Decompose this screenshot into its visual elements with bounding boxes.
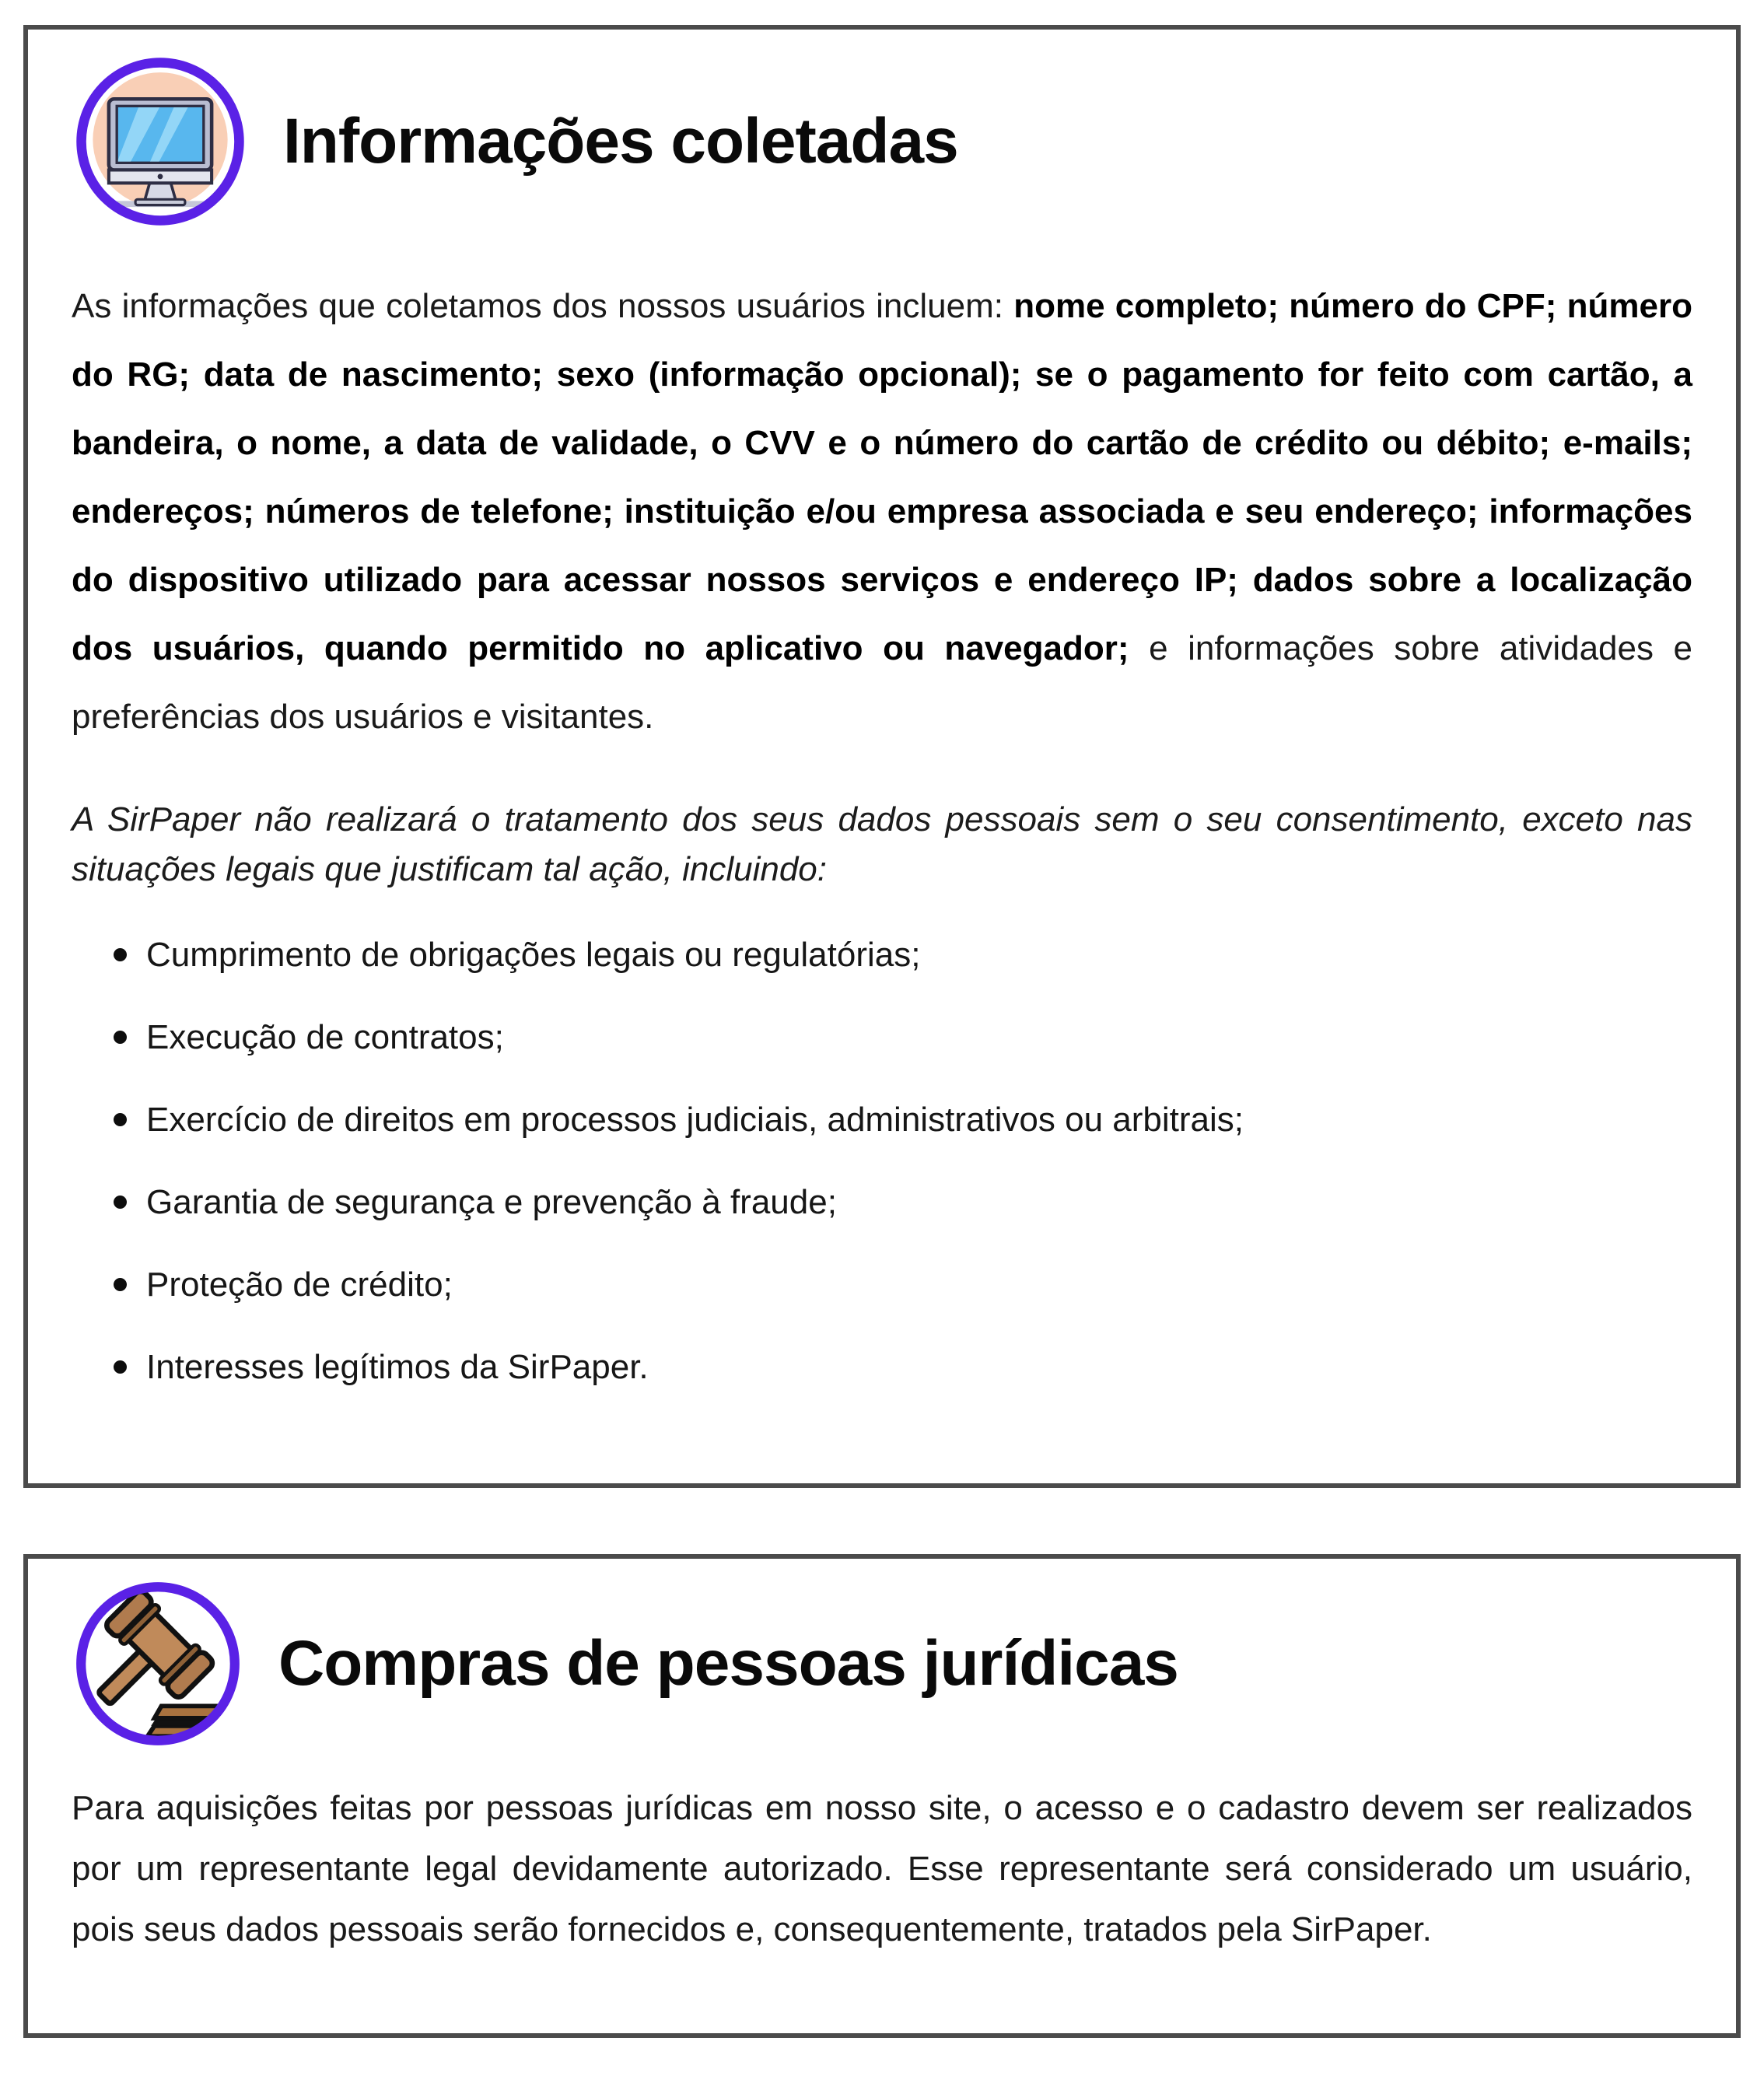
intro-tail-text: e informações sobre atividades e preferências dos usuários e visitantes. <box>72 629 1692 736</box>
list-item: Interesses legítimos da SirPaper. <box>112 1343 1692 1392</box>
legal-bases-list <box>72 930 1692 1392</box>
legal-entity-purchases-section <box>23 1554 1741 2038</box>
list-item: Execução de contratos; <box>112 1013 1692 1063</box>
list-item: Proteção de crédito; <box>112 1260 1692 1310</box>
intro-bold-text: nome completo; número do CPF; número do RG; data de nascimento; sexo (informação opcional); se o pagamento for feito com cartão, a bandeira, o nome, a data de validade, o CVV e o número do cartão de crédito ou débito; e-mails; endereços; números de telefone; instituição e/ou empresa associada e seu endereço; informações do dispositivo utilizado para acessar nossos serviços e endereço IP; dados sobre a localização dos usuários, quando permitido no aplicativo ou navegador; <box>72 287 1692 667</box>
list-item: Exercício de direitos em processos judiciais, administrativos ou arbitrais; <box>112 1095 1692 1145</box>
section2-title: Compras de pessoas jurídicas <box>278 1627 1178 1699</box>
section2-header <box>72 1577 1692 1750</box>
collected-info-paragraph <box>72 272 1692 751</box>
consent-note: A SirPaper não realizará o tratamento dos seus dados pessoais sem o seu consentimento, exceto nas situações legais que justificam tal ação, incluindo: <box>72 800 1692 888</box>
collected-information-section <box>23 25 1741 1488</box>
gavel-icon <box>72 1577 244 1750</box>
computer-monitor-icon <box>72 53 249 230</box>
section1-title: Informações coletadas <box>283 105 958 177</box>
intro-regular-text: As informações que coletamos dos nossos usuários incluem: <box>72 287 1014 325</box>
legal-entity-paragraph: Para aquisições feitas por pessoas jurídicas em nosso site, o acesso e o cadastro devem ser realizados por um representante legal devidamente autorizado. Esse representante será considerado um usuário, pois seus dados pessoais serão fornecidos e, consequentemente, tratados pela SirPaper. <box>72 1789 1692 1948</box>
section1-header <box>72 53 1692 230</box>
privacy-policy-page <box>0 25 1764 2083</box>
list-item: Garantia de segurança e prevenção à fraude; <box>112 1178 1692 1227</box>
list-item: Cumprimento de obrigações legais ou regulatórias; <box>112 930 1692 980</box>
